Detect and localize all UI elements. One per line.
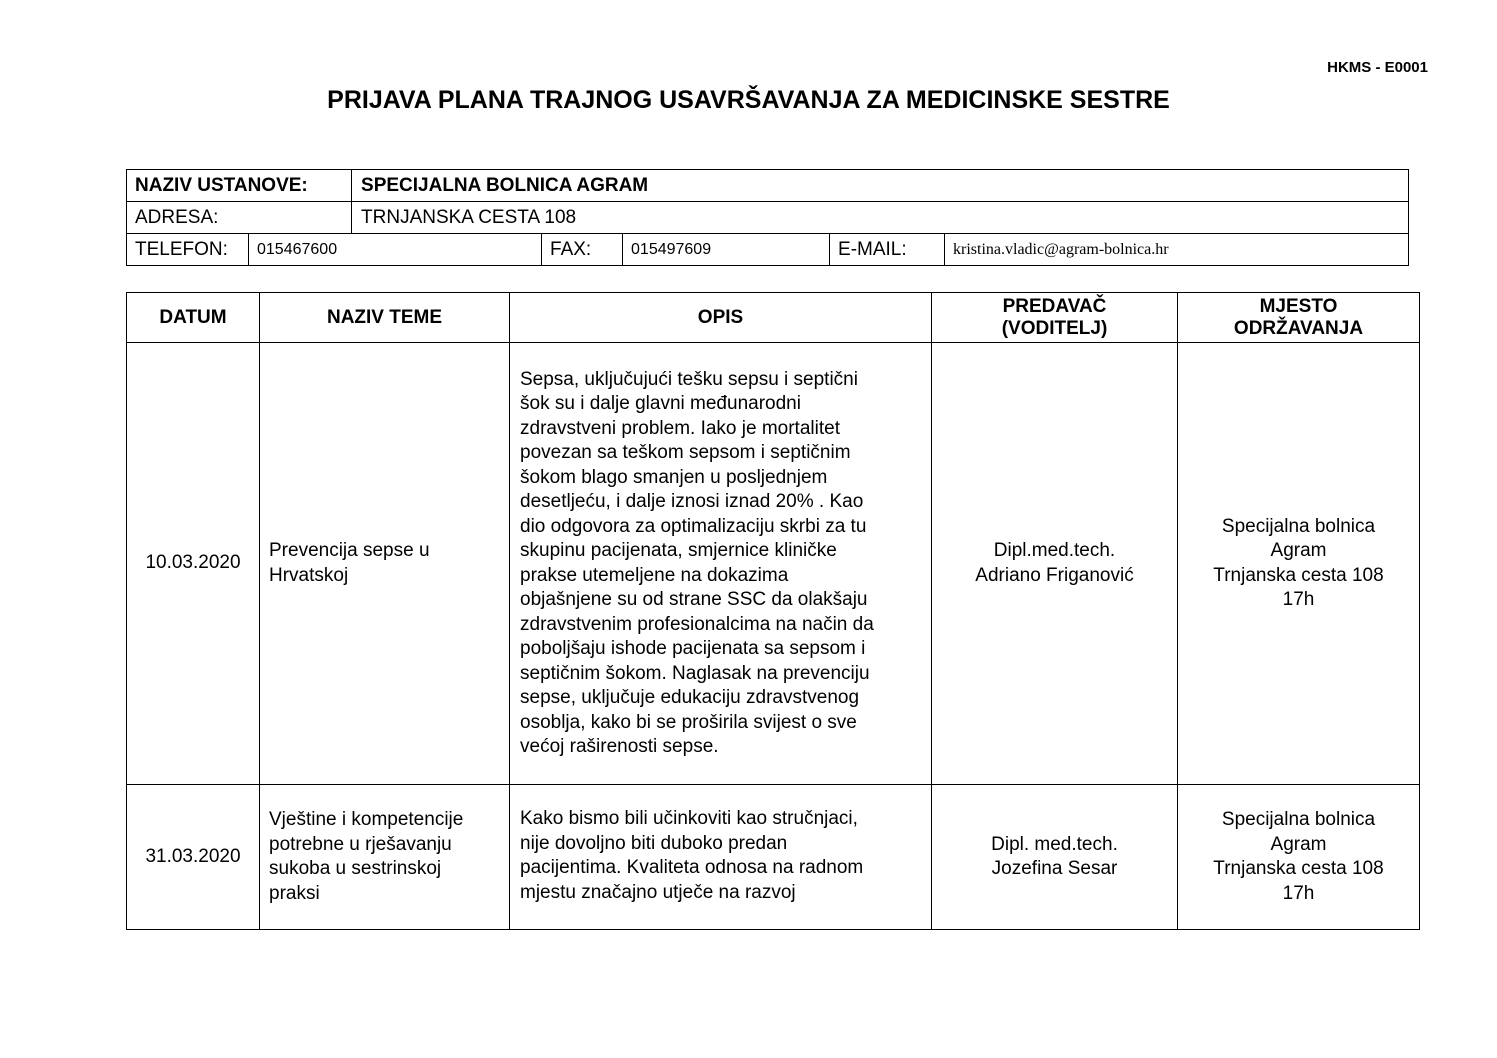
phone-label: TELEFON: <box>127 234 249 266</box>
description-line: zdravstveni problem. Iako je mortalitet <box>520 417 840 439</box>
location-line: 17h <box>1282 882 1315 904</box>
row-location <box>1178 785 1420 930</box>
institution-name-label: NAZIV USTANOVE: <box>127 170 352 202</box>
description-line: skupinu pacijenata, smjernice kliničke <box>520 540 837 561</box>
institution-name-row <box>127 170 1409 202</box>
description-line: Sepsa, uključujući tešku sepsu i septični <box>520 368 858 390</box>
description-line: septičnim šokom. Naglasak na prevenciju <box>520 662 870 684</box>
row-lecturer <box>932 785 1178 930</box>
description-line: nije dovoljno biti duboko predan <box>520 832 788 854</box>
institution-name-value: SPECIJALNA BOLNICA AGRAM <box>352 170 1409 202</box>
header-lecturer-line: PREDAVAČ <box>1002 295 1107 317</box>
fax-value: 015497609 <box>623 234 830 266</box>
row-topic <box>260 343 510 785</box>
topic-line: praksi <box>269 882 320 904</box>
row-date: 10.03.2020 <box>127 343 260 785</box>
plan-header-row <box>127 293 1420 343</box>
address-row <box>127 202 1409 234</box>
topic-line: Hrvatskoj <box>269 564 349 586</box>
location-line: Trnjanska cesta 108 <box>1213 858 1384 879</box>
row-date: 31.03.2020 <box>127 785 260 930</box>
topic-line: Vještine i kompetencije <box>269 809 464 830</box>
location-line: Specijalna bolnica <box>1221 809 1376 830</box>
lecturer-line: Dipl. med.tech. <box>991 833 1118 855</box>
header-location <box>1178 293 1420 343</box>
location-line: Specijalna bolnica <box>1221 515 1376 537</box>
topic-line: potrebne u rješavanju <box>269 833 452 855</box>
page-title: PRIJAVA PLANA TRAJNOG USAVRŠAVANJA ZA MEDICINSKE SESTRE <box>327 86 1170 114</box>
header-lecturer-line: (VODITELJ) <box>1001 317 1108 339</box>
description-line: mjestu značajno utječe na razvoj <box>520 881 796 903</box>
row-description <box>510 343 932 785</box>
plan-table <box>126 292 1420 930</box>
description-line: objašnjene su od strane SSC da olakšaju <box>520 589 868 610</box>
description-line: povezan sa teškom sepsom i septičnim <box>520 442 851 463</box>
header-location-line: MJESTO <box>1259 295 1338 317</box>
address-label: ADRESA: <box>127 202 352 234</box>
lecturer-line: Dipl.med.tech. <box>993 540 1116 561</box>
description-line: prakse utemeljene na dokazima <box>520 564 789 586</box>
row-lecturer <box>932 343 1178 785</box>
description-line: zdravstvenim profesionalcima na način da <box>520 613 874 635</box>
location-line: 17h <box>1282 589 1315 610</box>
row-topic <box>260 785 510 930</box>
header-lecturer <box>932 293 1178 343</box>
location-line: Trnjanska cesta 108 <box>1213 564 1384 586</box>
lecturer-line: Jozefina Sesar <box>991 858 1118 879</box>
topic-line: Prevencija sepse u <box>269 540 430 561</box>
description-line: poboljšaju ishode pacijenata sa sepsom i <box>520 638 866 659</box>
description-line: dio odgovora za optimalizaciju skrbi za tu <box>520 515 867 537</box>
description-clip <box>520 807 925 907</box>
form-code: HKMS - E0001 <box>1327 59 1428 76</box>
table-row <box>127 785 1420 930</box>
header-location-line: ODRŽAVANJA <box>1233 317 1364 339</box>
row-location <box>1178 343 1420 785</box>
location-line: Agram <box>1270 833 1327 855</box>
description-line: Kako bismo bili učinkoviti kao stručnjaci, <box>520 808 858 829</box>
phone-value: 015467600 <box>249 234 542 266</box>
lecturer-line: Adriano Friganović <box>975 564 1134 586</box>
description-line: sepse, uključuje edukaciju zdravstvenog <box>520 687 860 708</box>
table-row <box>127 343 1420 785</box>
description-line: većoj raširenosti sepse. <box>520 736 719 757</box>
header-date: DATUM <box>127 293 260 343</box>
description-line: pacijentima. Kvaliteta odnosa na radnom <box>520 857 864 878</box>
topic-line: sukoba u sestrinskoj <box>269 858 442 879</box>
email-label: E-MAIL: <box>830 234 945 266</box>
institution-table <box>126 169 1409 266</box>
description-line: osoblja, kako bi se proširila svijest o sve <box>520 711 857 733</box>
row-description <box>510 785 932 930</box>
location-line: Agram <box>1270 540 1327 561</box>
description-line: šokom blago smanjen u posljednjem <box>520 466 828 488</box>
fax-label: FAX: <box>542 234 623 266</box>
contact-row <box>127 234 1409 266</box>
address-value: TRNJANSKA CESTA 108 <box>352 202 1409 234</box>
header-description: OPIS <box>510 293 932 343</box>
header-topic: NAZIV TEME <box>260 293 510 343</box>
description-line: desetljeću, i dalje iznosi iznad 20% . Kao <box>520 491 864 512</box>
email-value: kristina.vladic@agram-bolnica.hr <box>945 234 1409 266</box>
description-line: šok su i dalje glavni međunarodni <box>520 393 801 414</box>
